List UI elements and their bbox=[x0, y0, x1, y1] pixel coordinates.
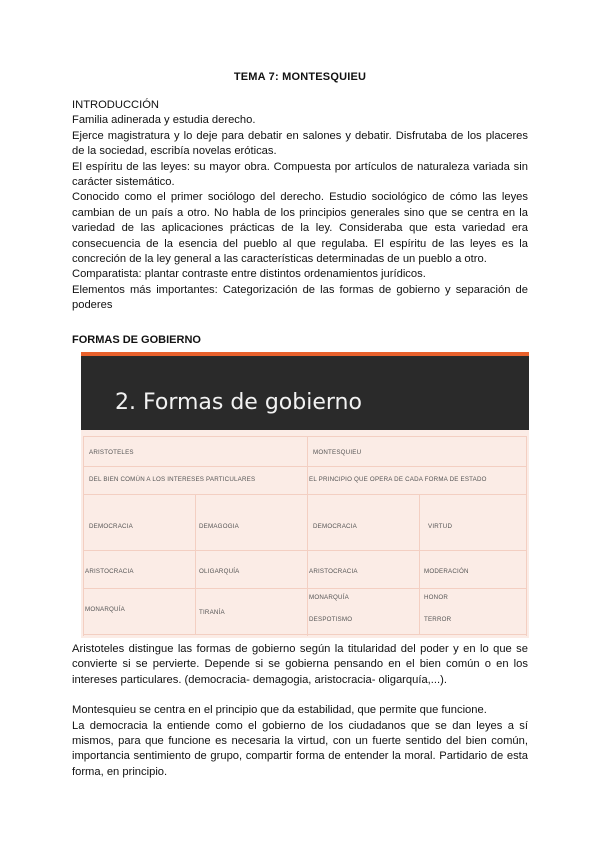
table-cell: ARISTOCRACIA bbox=[309, 568, 358, 575]
table-rule bbox=[83, 494, 527, 495]
table-cell: MONARQUÍA bbox=[85, 606, 125, 613]
table-cell: MONTESQUIEU bbox=[313, 449, 362, 456]
comparison-table bbox=[83, 436, 527, 636]
table-rule bbox=[83, 466, 527, 467]
table-rule bbox=[526, 436, 527, 636]
intro-section bbox=[72, 98, 528, 314]
body-paragraph: Aristoteles distingue las formas de gobierno según la titularidad del poder y en lo que se convierte si se pervierte. Depende si se gobierna pensando en el bien común o en los intereses particulares. (democracia- demagogia, aristocracia- oligarquía,...). bbox=[72, 643, 528, 686]
table-cell: MODERACIÓN bbox=[424, 568, 469, 575]
table-rule bbox=[195, 494, 196, 634]
section-heading: FORMAS DE GOBIERNO bbox=[72, 334, 201, 346]
intro-paragraph: Ejerce magistratura y lo deje para debatir en salones y debatir. Disfrutaba de los placeres de la sociedad, escribía novelas eróticas. bbox=[72, 129, 528, 158]
table-cell: TERROR bbox=[424, 616, 452, 623]
table-rule bbox=[83, 588, 527, 589]
intro-heading: INTRODUCCIÓN bbox=[72, 99, 160, 111]
table-cell: VIRTUD bbox=[428, 523, 453, 530]
body-paragraph: La democracia la entiende como el gobierno de los ciudadanos que se dan leyes a sí mismos, para que funcione es necesaria la virtud, con un fuerte sentido del bien común, importancia sentimiento de grupo, compartir forma de entender la moral. Partidario de esta forma, en principio. bbox=[72, 719, 528, 778]
intro-paragraph: Familia adinerada y estudia derecho. bbox=[72, 114, 256, 127]
after-section bbox=[72, 642, 528, 780]
table-cell: MONARQUÍA bbox=[309, 594, 349, 601]
intro-paragraph: Comparatista: plantar contraste entre distintos ordenamientos jurídicos. bbox=[72, 268, 426, 281]
table-rule bbox=[83, 634, 527, 635]
table-rule bbox=[83, 436, 527, 437]
table-cell: DEL BIEN COMÚN A LOS INTERESES PARTICULARES bbox=[89, 476, 256, 483]
table-rule bbox=[419, 494, 420, 634]
table-rule bbox=[83, 550, 527, 551]
slide-header bbox=[81, 352, 529, 430]
table-cell: TIRANÍA bbox=[199, 609, 225, 616]
slide-title: 2. Formas de gobierno bbox=[115, 390, 362, 415]
table-cell: OLIGARQUÍA bbox=[199, 568, 240, 575]
table-rule bbox=[307, 436, 308, 636]
document-title: TEMA 7: MONTESQUIEU bbox=[233, 71, 367, 83]
table-cell: DEMOCRACIA bbox=[313, 523, 357, 530]
table-cell: DEMAGOGIA bbox=[199, 523, 239, 530]
slide-image bbox=[81, 352, 529, 638]
table-cell: EL PRINCIPIO QUE OPERA DE CADA FORMA DE ESTADO bbox=[309, 476, 487, 483]
table-cell: DESPOTISMO bbox=[309, 616, 353, 623]
intro-paragraph: Elementos más importantes: Categorización de las formas de gobierno y separación de poderes bbox=[72, 283, 528, 312]
table-cell: HONOR bbox=[424, 594, 449, 601]
body-paragraph: Montesquieu se centra en el principio que da estabilidad, que permite que funcione. bbox=[72, 704, 487, 717]
table-cell: ARISTOTELES bbox=[89, 449, 134, 456]
intro-paragraph: El espíritu de las leyes: su mayor obra. Compuesta por artículos de naturaleza variada sin carácter sistemático. bbox=[72, 160, 528, 189]
table-rule bbox=[83, 436, 84, 636]
table-cell: ARISTOCRACIA bbox=[85, 568, 134, 575]
table-cell: DEMOCRACIA bbox=[89, 523, 133, 530]
intro-paragraph: Conocido como el primer sociólogo del derecho. Estudio sociológico de cómo las leyes cambian de un país a otro. No habla de los principios generales sino que se centra en la variedad de las aplicaciones prácticas de la ley. Consideraba que esta variedad era consecuencia de la esencia del pueblo al que regulaba. El espíritu de las leyes es la concreción de la ley general a las características determinadas de un pueblo a otro. bbox=[72, 191, 528, 266]
